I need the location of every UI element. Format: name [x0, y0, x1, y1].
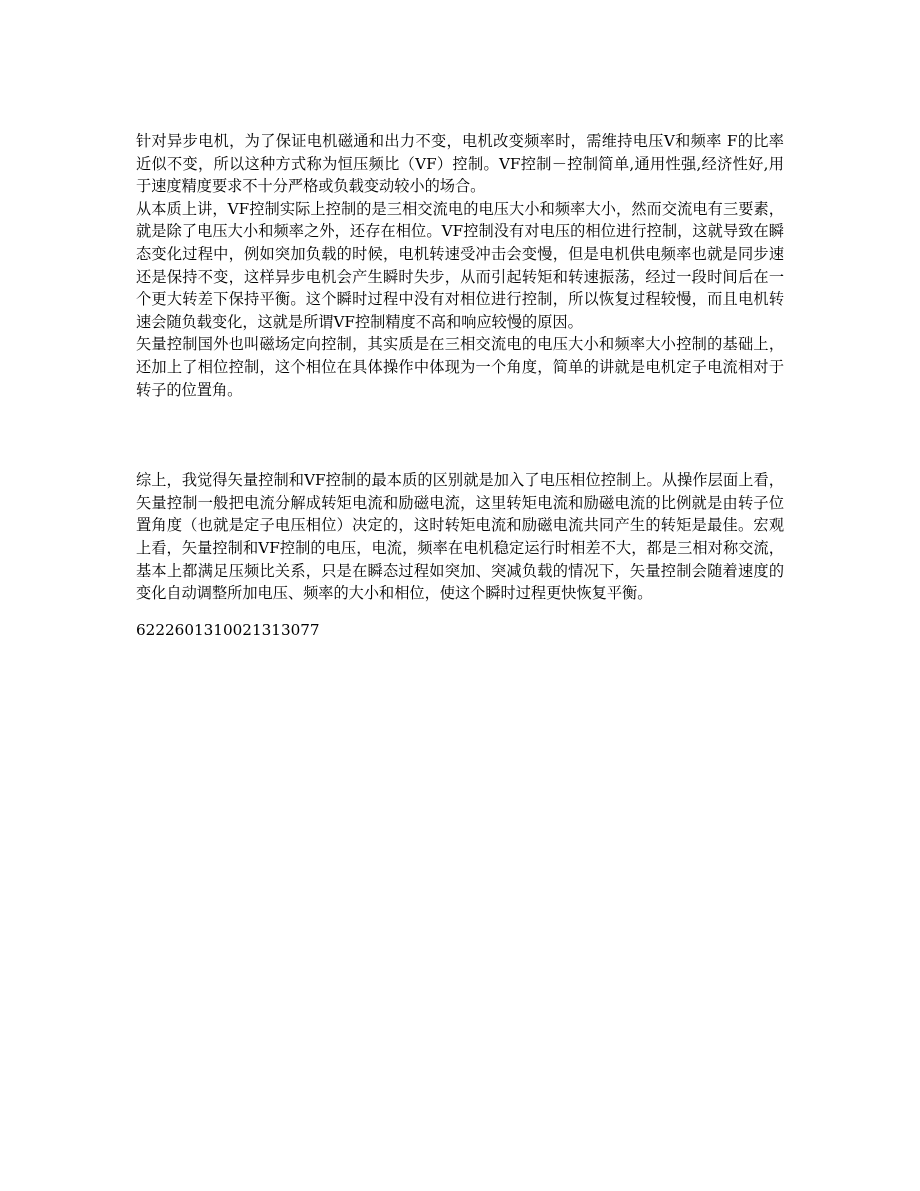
paragraph-spacer — [136, 401, 784, 469]
paragraph-vector-control: 矢量控制国外也叫磁场定向控制，其实质是在三相交流电的电压大小和频率大小控制的基础上，还加上了相位控制，这个相位在具体操作中体现为一个角度，简单的讲就是电机定子电流相对于转子的位置角。 — [136, 335, 784, 399]
paragraph-summary: 综上，我觉得矢量控制和VF控制的最本质的区别就是加入了电压相位控制上。从操作层面上看，矢量控制一般把电流分解成转矩电流和励磁电流，这里转矩电流和励磁电流的比例就是由转子位置角度（也就是定子电压相位）决定的，这时转矩电流和励磁电流共同产生的转矩是最佳。宏观上看，矢量控制和VF控制的电压，电流，频率在电机稳定运行时相差不大，都是三相对称交流，基本上都满足压频比关系，只是在瞬态过程如突加、突减负载的情况下，矢量控制会随着速度的变化自动调整所加电压、频率的大小和相位，使这个瞬时过程更快恢复平衡。 — [136, 471, 784, 603]
paragraph-number: 6222601310021313077 — [136, 620, 320, 639]
document-body — [136, 130, 784, 641]
paragraph-vf-essence: 从本质上讲，VF控制实际上控制的是三相交流电的电压大小和频率大小，然而交流电有三要素，就是除了电压大小和频率之外，还存在相位。VF控制没有对电压的相位进行控制，这就导致在瞬态变化过程中，例如突加负载的时候，电机转速受冲击会变慢，但是电机供电频率也就是同步速还是保持不变，这样异步电机会产生瞬时失步，从而引起转矩和转速振荡，经过一段时间后在一个更大转差下保持平衡。这个瞬时过程中没有对相位进行控制，所以恢复过程较慢，而且电机转速会随负载变化，这就是所谓VF控制精度不高和响应较慢的原因。 — [136, 199, 784, 331]
paragraph-spacer — [136, 605, 784, 619]
paragraph-vf-intro: 针对异步电机，为了保证电机磁通和出力不变，电机改变频率时，需维持电压V和频率 F的比率近似不变，所以这种方式称为恒压频比（VF）控制。VF控制－控制简单,通用性强,经济性好,用于速度精度要求不十分严格或负载变动较小的场合。 — [136, 132, 784, 196]
